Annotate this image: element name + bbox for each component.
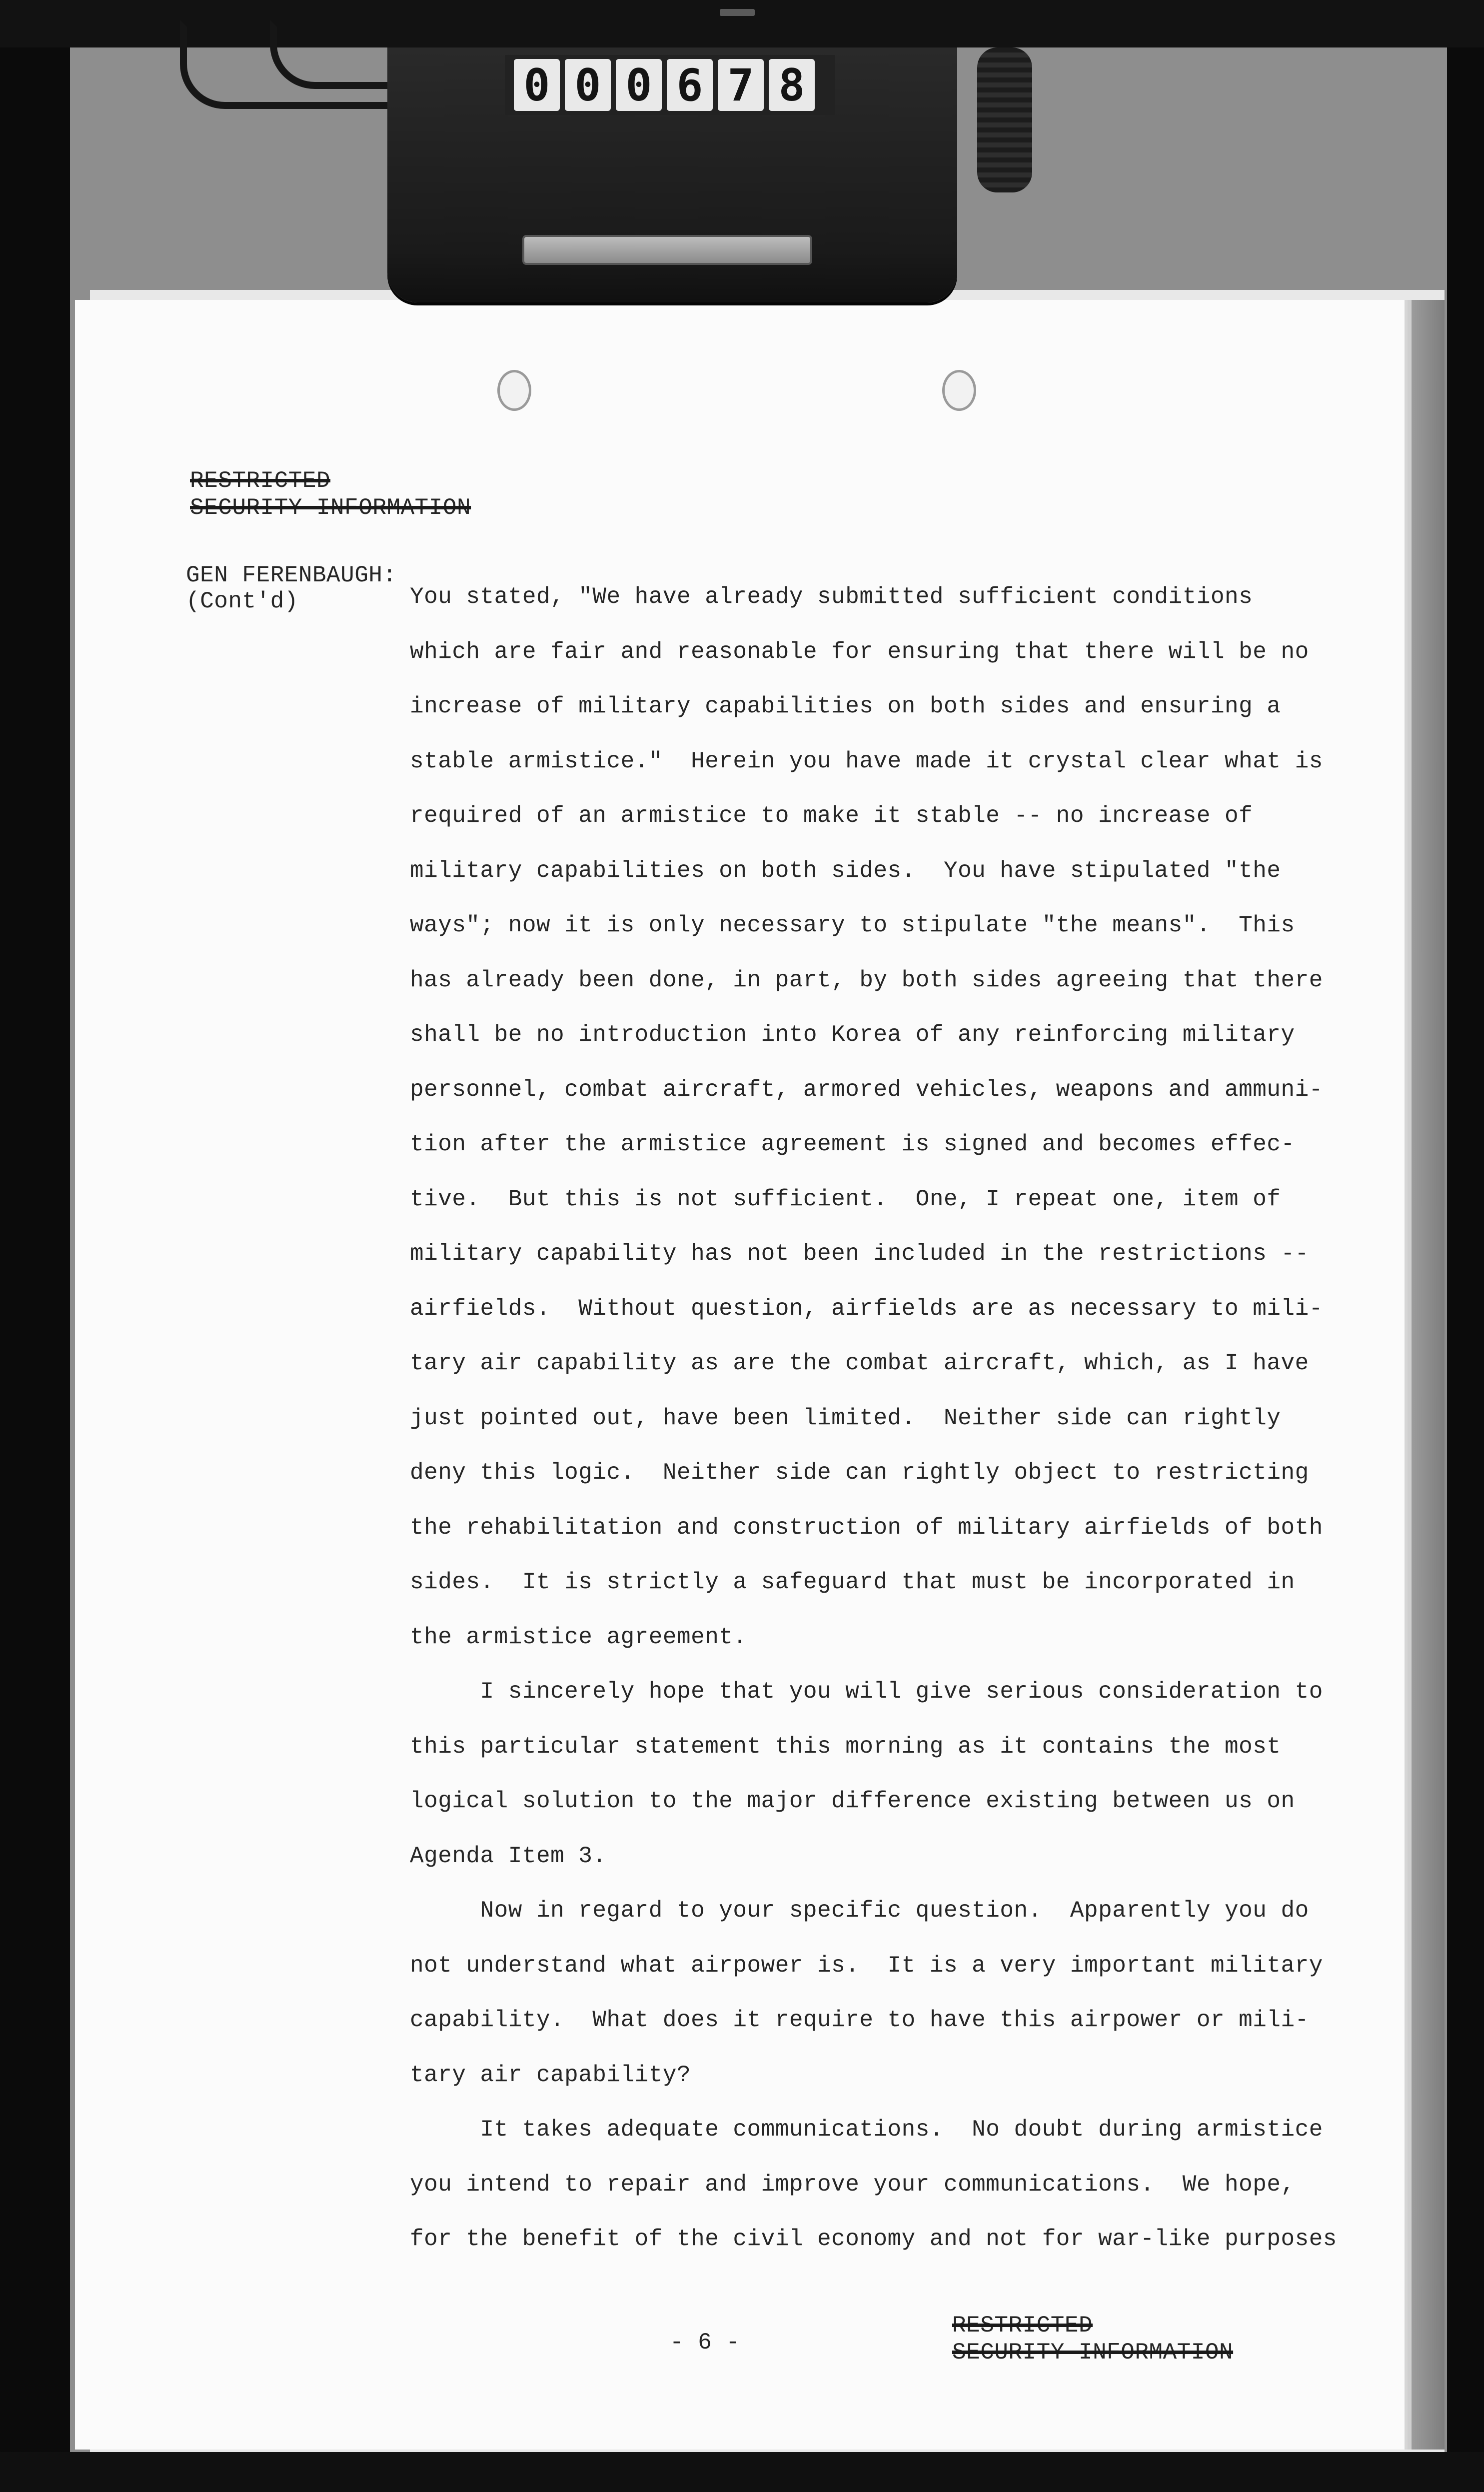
- body-line: which are fair and reasonable for ensuring that there will be no: [410, 638, 1309, 665]
- body-line: personnel, combat aircraft, armored vehicles, weapons and ammuni-: [410, 1076, 1323, 1103]
- film-mark: [720, 9, 755, 16]
- counter-digit: 0: [565, 59, 611, 111]
- body-line: shall be no introduction into Korea of any reinforcing military: [410, 1022, 1295, 1048]
- body-line: not understand what airpower is. It is a very important military: [410, 1952, 1323, 1979]
- speaker-label: [186, 562, 397, 614]
- speaker-continued: (Cont'd): [186, 588, 298, 614]
- body-line: Now in regard to your specific question. Apparently you do: [410, 1898, 1309, 1924]
- body-line: the rehabilitation and construction of military airfields of both: [410, 1514, 1323, 1541]
- body-line: tion after the armistice agreement is signed and becomes effec-: [410, 1131, 1295, 1157]
- body-line: It takes adequate communications. No doubt during armistice: [410, 2117, 1323, 2143]
- classification-restricted: RESTRICTED: [190, 468, 331, 494]
- counter-digit: 0: [616, 59, 662, 111]
- body-line: this particular statement this morning as it contains the most: [410, 1733, 1281, 1760]
- body-line: Agenda Item 3.: [410, 1843, 607, 1869]
- classification-security-information: SECURITY INFORMATION: [952, 2340, 1234, 2366]
- body-line: sides. It is strictly a safeguard that must be incorporated in: [410, 1569, 1295, 1595]
- speaker-name: GEN FERENBAUGH:: [186, 562, 397, 588]
- body-line: tive. But this is not sufficient. One, I repeat one, item of: [410, 1186, 1281, 1212]
- body-line: has already been done, in part, by both sides agreeing that there: [410, 967, 1323, 993]
- body-line: airfields. Without question, airfields are as necessary to mili-: [410, 1295, 1323, 1322]
- body-line: I sincerely hope that you will give serious consideration to: [410, 1679, 1323, 1705]
- body-line: tary air capability as are the combat aircraft, which, as I have: [410, 1350, 1309, 1376]
- body-line: you intend to repair and improve your communications. We hope,: [410, 2171, 1295, 2198]
- body-line: deny this logic. Neither side can rightly object to restricting: [410, 1460, 1309, 1486]
- body-line: just pointed out, have been limited. Neither side can rightly: [410, 1405, 1281, 1431]
- page-number: - 6 -: [670, 2330, 740, 2356]
- body-line: You stated, "We have already submitted sufficient conditions: [410, 584, 1253, 610]
- frame-counter-display: [505, 55, 835, 115]
- body-line: military capabilities on both sides. You have stipulated "the: [410, 857, 1281, 884]
- body-line: logical solution to the major difference existing between us on: [410, 1788, 1295, 1814]
- film-strip-bottom: [0, 2452, 1484, 2492]
- body-line: tary air capability?: [410, 2062, 691, 2088]
- counter-nameplate: [522, 235, 812, 265]
- classification-restricted: RESTRICTED: [952, 2313, 1093, 2339]
- classification-footer: [952, 2312, 1233, 2366]
- counter-digit: 6: [667, 59, 713, 111]
- counter-digit: 7: [718, 59, 764, 111]
- transcript-body: [410, 570, 1335, 2267]
- body-line: required of an armistice to make it stable -- no increase of: [410, 803, 1253, 829]
- body-line: ways"; now it is only necessary to stipulate "the means". This: [410, 912, 1295, 938]
- classification-header: [190, 467, 471, 521]
- punch-hole-left: [497, 370, 531, 411]
- body-line: military capability has not been included in the restrictions --: [410, 1241, 1309, 1267]
- body-line: stable armistice." Herein you have made it crystal clear what is: [410, 748, 1323, 774]
- body-line: capability. What does it require to have this airpower or mili-: [410, 2007, 1309, 2033]
- body-line: the armistice agreement.: [410, 1624, 747, 1650]
- counter-knob: [977, 47, 1032, 192]
- counter-digit: 8: [769, 59, 815, 111]
- classification-security-information: SECURITY INFORMATION: [190, 495, 471, 521]
- counter-digit: 0: [514, 59, 560, 111]
- punch-hole-right: [942, 370, 976, 411]
- body-line: increase of military capabilities on both sides and ensuring a: [410, 693, 1281, 719]
- body-line: for the benefit of the civil economy and not for war-like purposes: [410, 2226, 1337, 2252]
